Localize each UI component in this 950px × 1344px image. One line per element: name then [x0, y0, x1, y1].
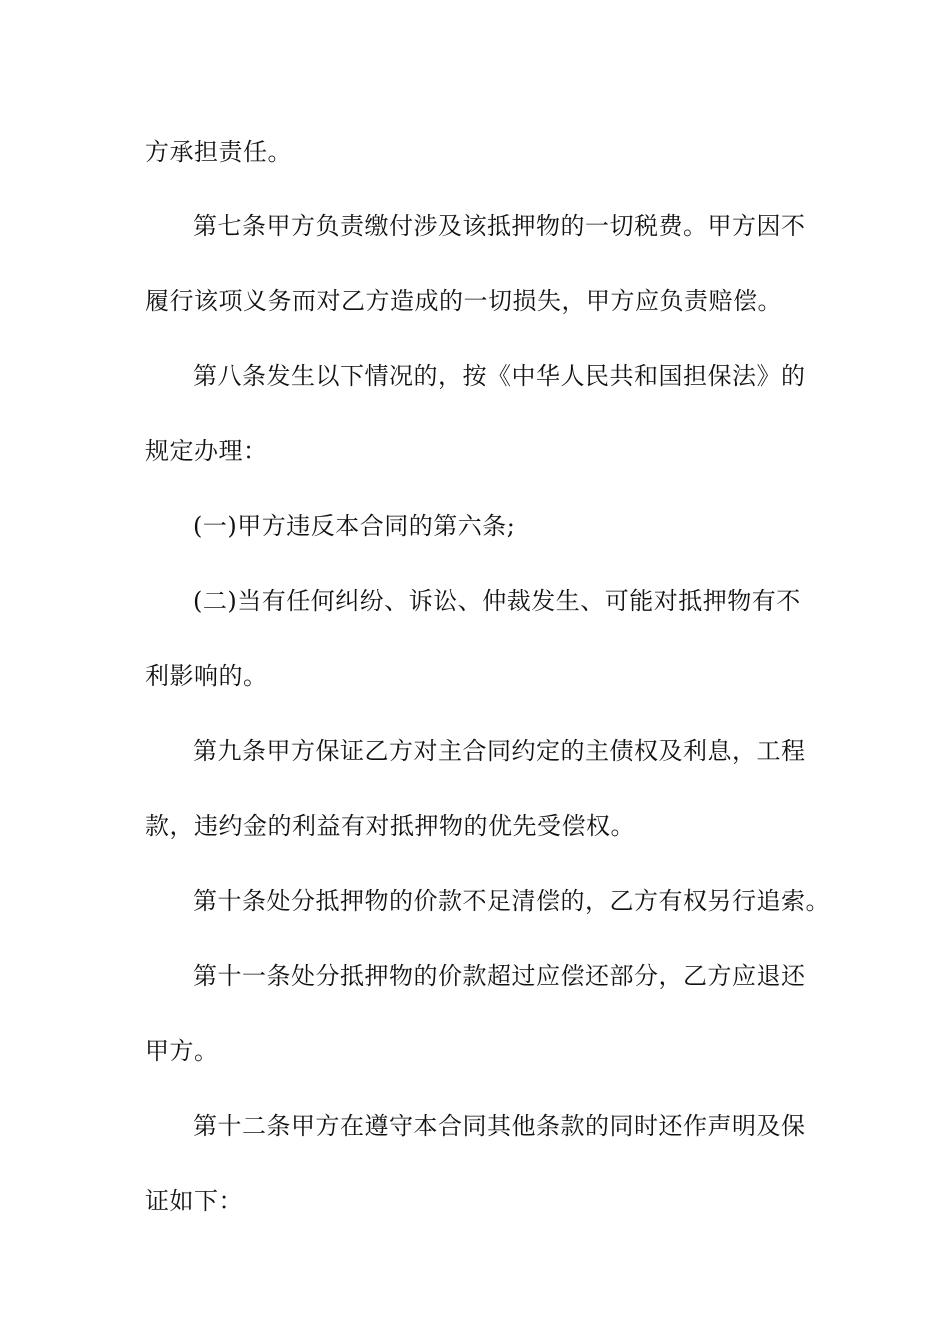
clause-1-line: (一)甲方违反本合同的第六条; [193, 512, 516, 540]
paragraph-line: 方承担责任。 [145, 138, 292, 166]
article-11-line-2: 甲方。 [145, 1037, 219, 1065]
article-11-line-1: 第十一条处分抵押物的价款超过应偿还部分，乙方应退还 [193, 962, 806, 990]
article-10-line: 第十条处分抵押物的价款不足清偿的，乙方有权另行追索。 [193, 887, 830, 915]
article-12-line-1: 第十二条甲方在遵守本合同其他条款的同时还作声明及保 [193, 1112, 806, 1140]
article-12-line-2: 证如下： [145, 1187, 243, 1215]
article-7-line-1: 第七条甲方负责缴付涉及该抵押物的一切税费。甲方因不 [193, 212, 806, 240]
article-9-line-2: 款，违约金的利益有对抵押物的优先受偿权。 [145, 812, 635, 840]
article-7-line-2: 履行该项义务而对乙方造成的一切损失，甲方应负责赔偿。 [145, 287, 782, 315]
article-8-line-1: 第八条发生以下情况的，按《中华人民共和国担保法》的 [193, 362, 806, 390]
clause-2-line-1: (二)当有任何纠纷、诉讼、仲裁发生、可能对抵押物有不 [193, 587, 801, 615]
article-8-line-2: 规定办理： [145, 437, 268, 465]
clause-2-line-2: 利影响的。 [145, 662, 268, 690]
article-9-line-1: 第九条甲方保证乙方对主合同约定的主债权及利息，工程 [193, 737, 806, 765]
